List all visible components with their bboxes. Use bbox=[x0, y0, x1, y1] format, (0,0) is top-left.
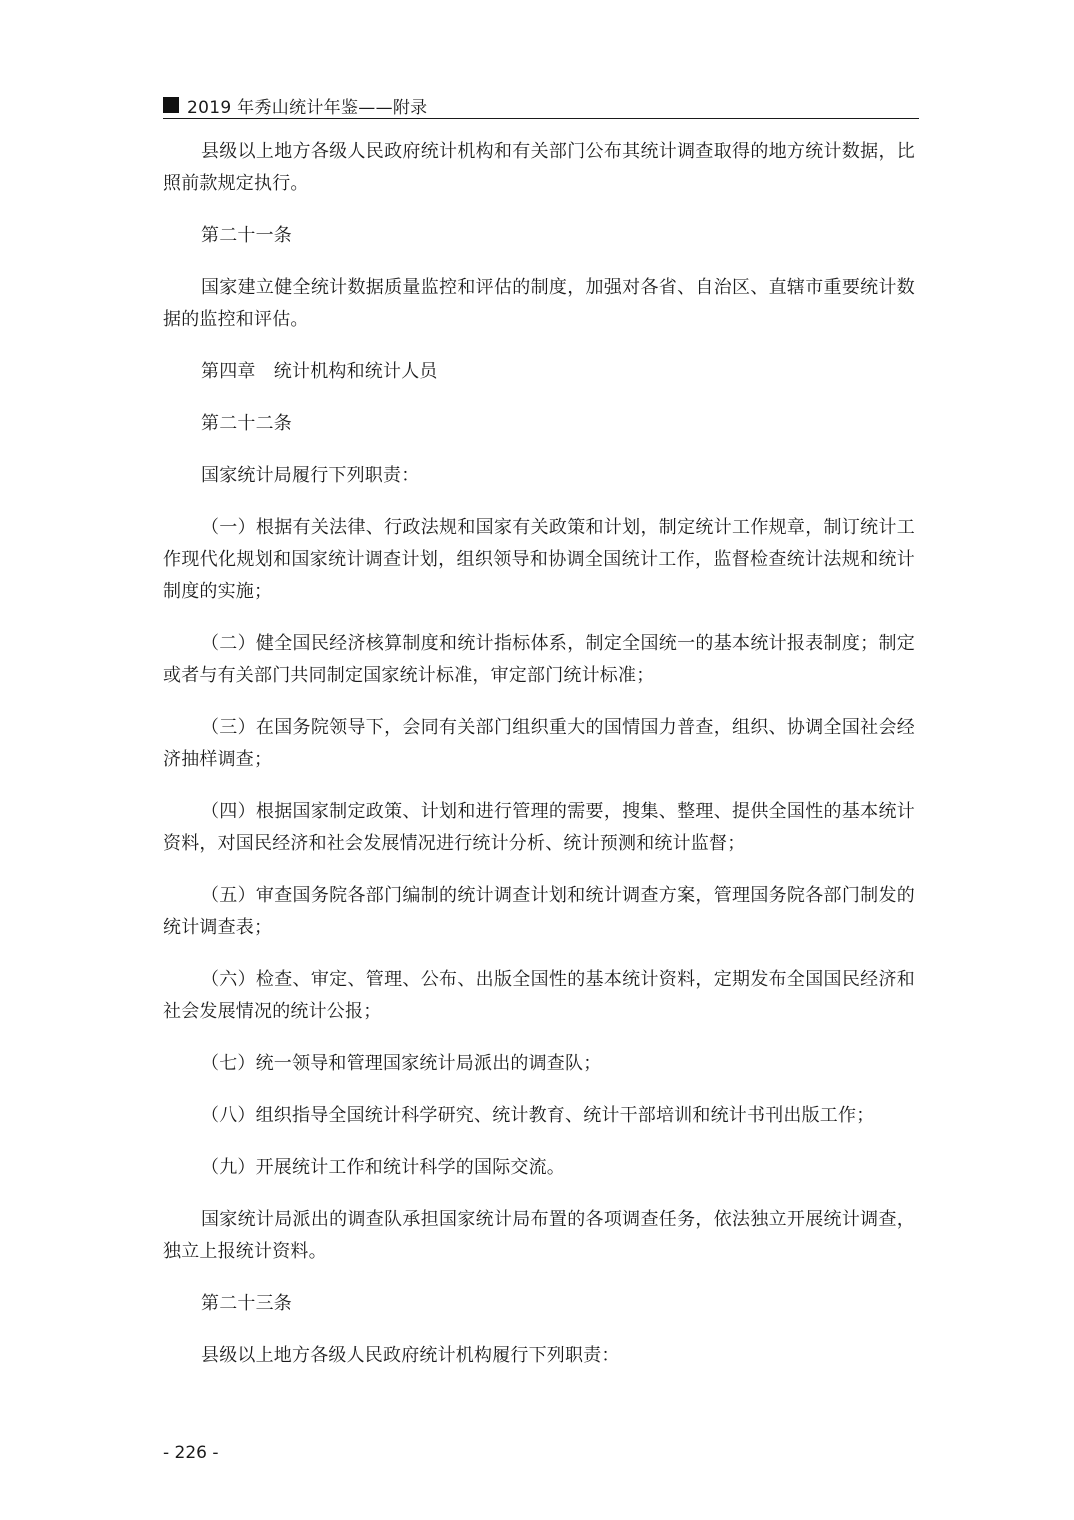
article-heading: 第二十三条 bbox=[201, 1293, 292, 1314]
paragraph: 国家统计局派出的调查队承担国家统计局布置的各项调查任务，依法独立开展统计调查，独立上报统计资料。 bbox=[163, 1209, 915, 1262]
list-item: （九）开展统计工作和统计科学的国际交流。 bbox=[201, 1157, 565, 1178]
header-square-marker bbox=[163, 97, 179, 113]
article-heading: 第二十二条 bbox=[201, 413, 292, 434]
paragraph: 国家统计局履行下列职责： bbox=[201, 465, 420, 486]
running-header bbox=[163, 92, 919, 119]
header-title: 2019 年秀山统计年鉴——附录 bbox=[187, 97, 428, 118]
page-number: - 226 - bbox=[163, 1443, 219, 1463]
list-item: （二）健全国民经济核算制度和统计指标体系，制定全国统一的基本统计报表制度；制定或者与有关部门共同制定国家统计标准，审定部门统计标准； bbox=[163, 633, 915, 686]
list-item: （五）审查国务院各部门编制的统计调查计划和统计调查方案，管理国务院各部门制发的统计调查表； bbox=[163, 885, 915, 938]
paragraph: 县级以上地方各级人民政府统计机构和有关部门公布其统计调查取得的地方统计数据，比照前款规定执行。 bbox=[163, 141, 915, 194]
list-item: （四）根据国家制定政策、计划和进行管理的需要，搜集、整理、提供全国性的基本统计资料，对国民经济和社会发展情况进行统计分析、统计预测和统计监督； bbox=[163, 801, 915, 854]
paragraph: 国家建立健全统计数据质量监控和评估的制度，加强对各省、自治区、直辖市重要统计数据的监控和评估。 bbox=[163, 277, 915, 330]
paragraph: 县级以上地方各级人民政府统计机构履行下列职责： bbox=[201, 1345, 620, 1366]
list-item: （三）在国务院领导下，会同有关部门组织重大的国情国力普查，组织、协调全国社会经济抽样调查； bbox=[163, 717, 915, 770]
list-item: （一）根据有关法律、行政法规和国家有关政策和计划，制定统计工作规章，制订统计工作现代化规划和国家统计调查计划，组织领导和协调全国统计工作，监督检查统计法规和统计制度的实施； bbox=[163, 517, 915, 602]
list-item: （八）组织指导全国统计科学研究、统计教育、统计干部培训和统计书刊出版工作； bbox=[201, 1105, 875, 1126]
article-heading: 第二十一条 bbox=[201, 225, 292, 246]
chapter-heading: 第四章 统计机构和统计人员 bbox=[201, 361, 438, 382]
list-item: （七）统一领导和管理国家统计局派出的调查队； bbox=[201, 1053, 602, 1074]
list-item: （六）检查、审定、管理、公布、出版全国性的基本统计资料，定期发布全国国民经济和社会发展情况的统计公报； bbox=[163, 969, 915, 1022]
document-body bbox=[163, 136, 915, 1392]
